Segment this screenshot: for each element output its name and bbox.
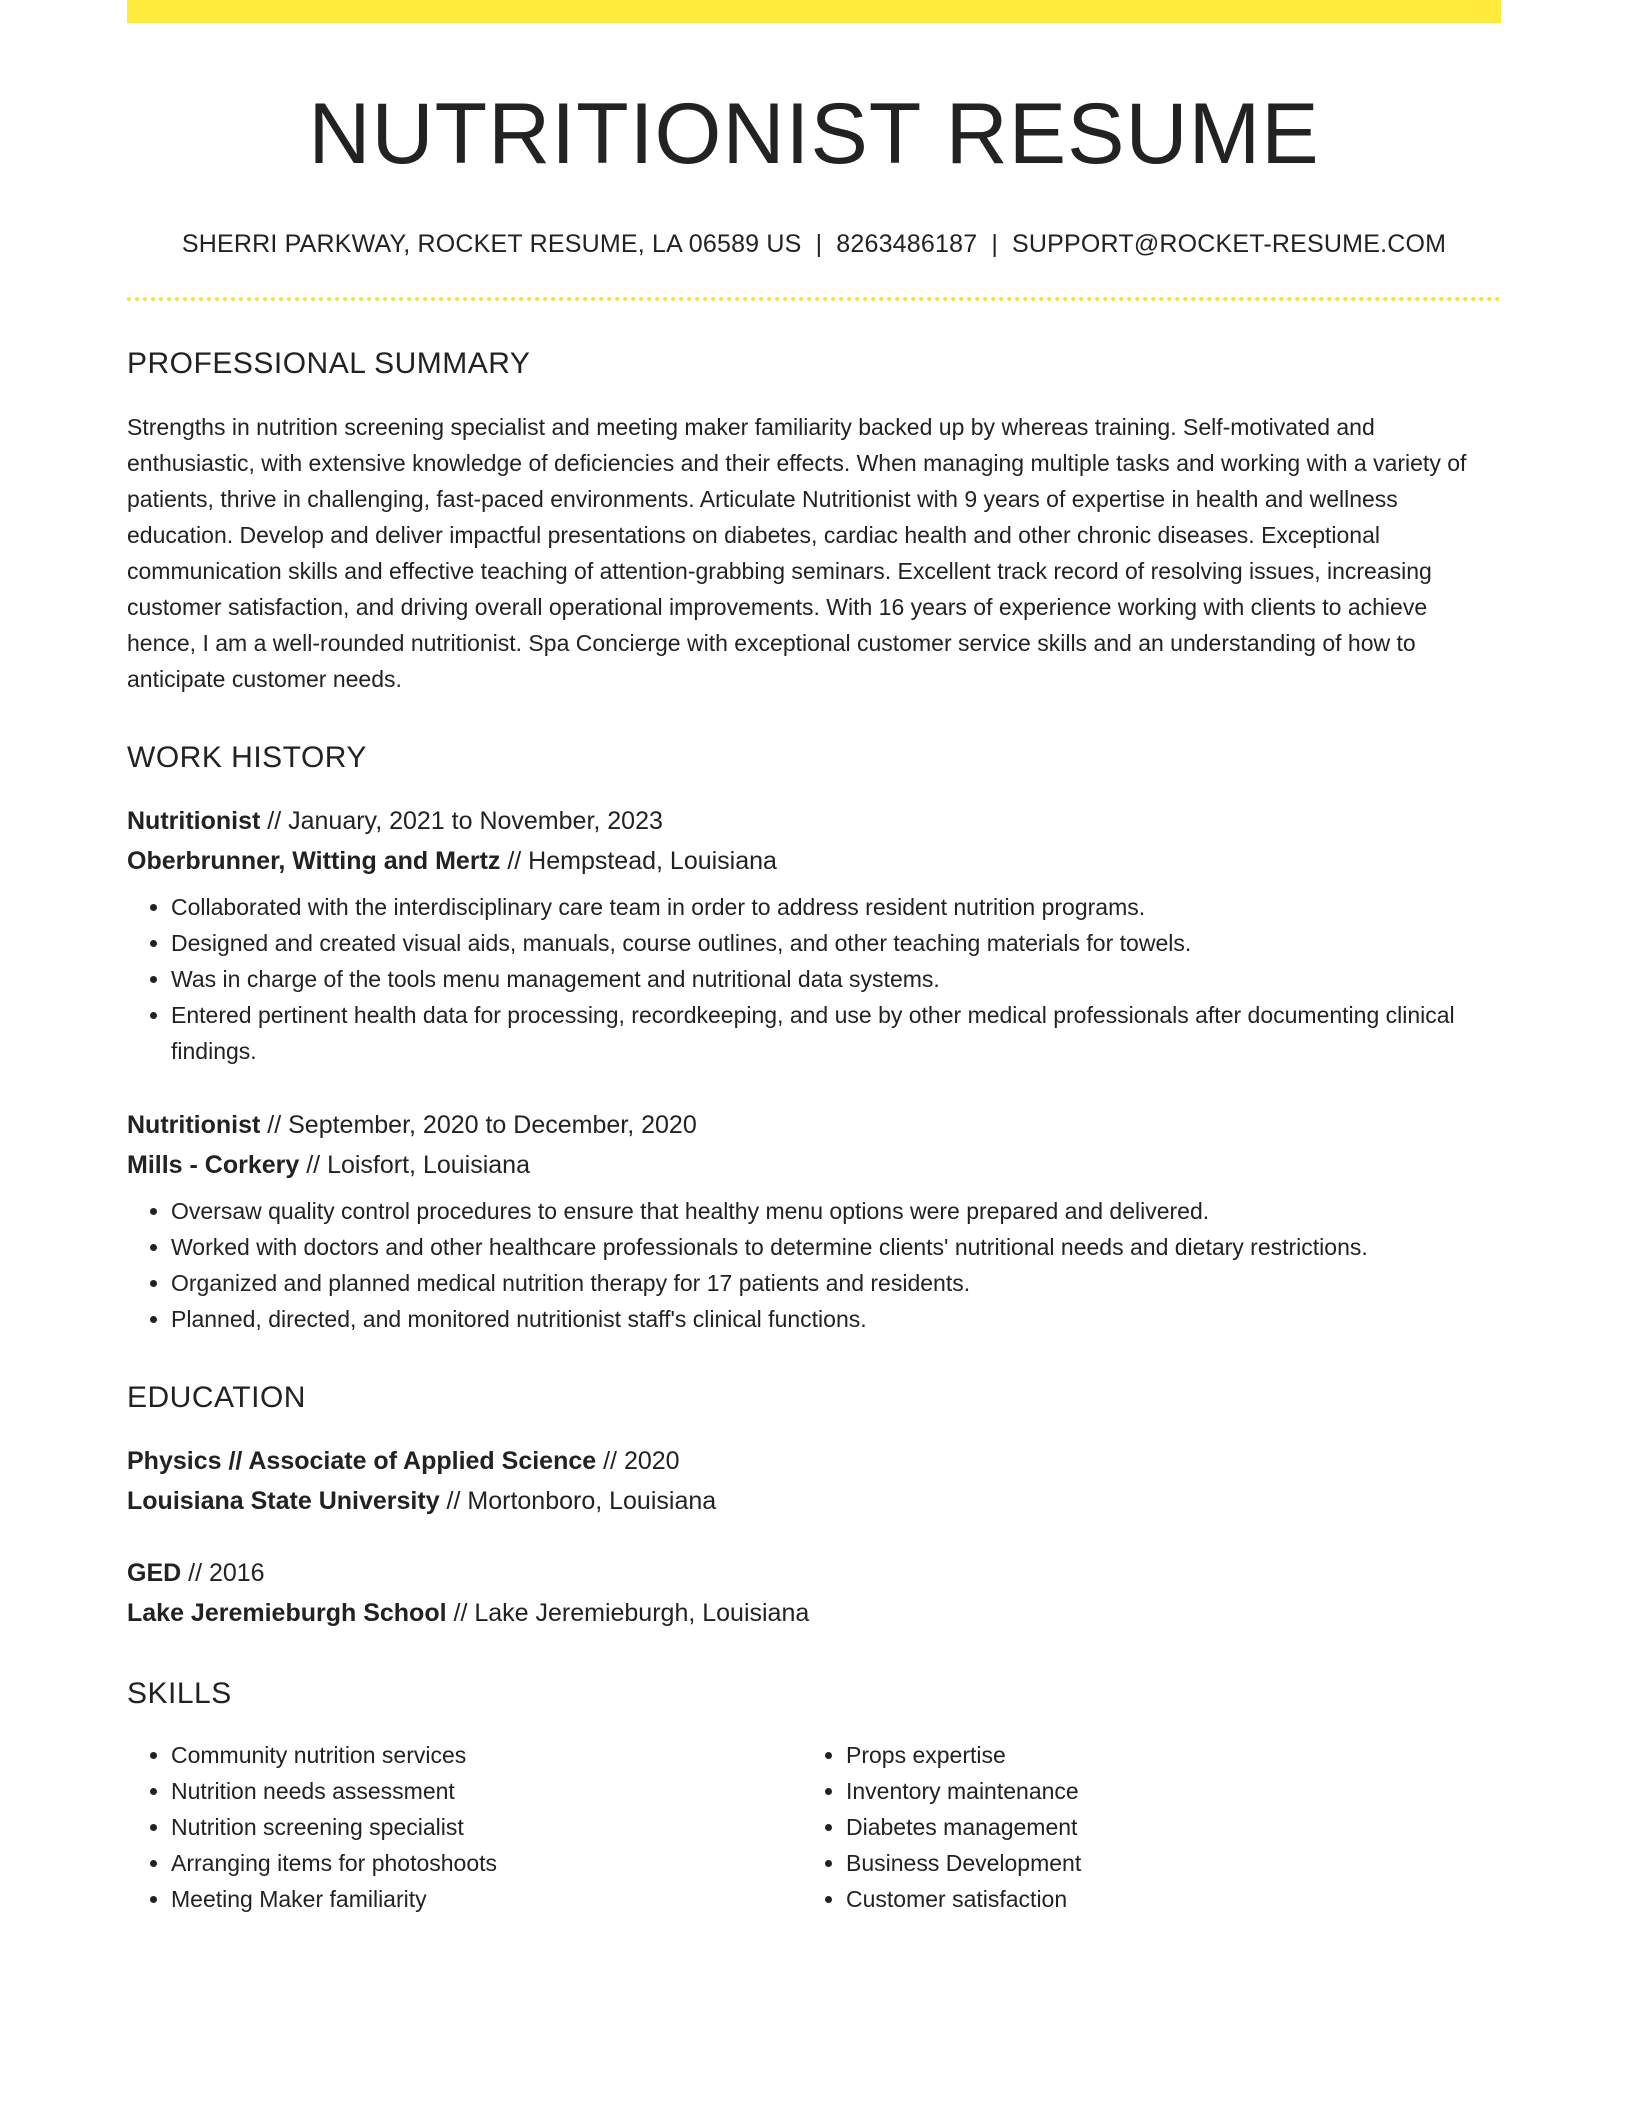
list-item: • Customer satisfaction	[846, 1881, 1477, 1917]
list-item: • Entered pertinent health data for processing, recordkeeping, and use by other medical professionals after documenting clinical findings.	[171, 997, 1501, 1069]
list-item: • Worked with doctors and other healthcare professionals to determine clients' nutritional needs and dietary restrictions.	[171, 1229, 1501, 1265]
contact-separator: |	[991, 230, 999, 259]
job-bullets	[127, 889, 1501, 1069]
skills-column-right	[802, 1737, 1477, 1917]
job-title-line	[127, 1105, 1501, 1145]
degree-line	[127, 1441, 1501, 1481]
list-item: • Planned, directed, and monitored nutritionist staff's clinical functions.	[171, 1301, 1501, 1337]
skills-grid	[127, 1737, 1501, 1917]
contact-line	[127, 230, 1501, 259]
degree: GED	[127, 1559, 182, 1588]
job-entry	[127, 801, 1501, 1069]
list-item: • Collaborated with the interdisciplinary care team in order to address resident nutrition programs.	[171, 889, 1501, 925]
job-company: Mills - Corkery	[127, 1151, 300, 1180]
school-location: // Mortonboro, Louisiana	[439, 1487, 717, 1516]
resume-title: NUTRITIONIST RESUME	[308, 86, 1320, 182]
list-item: • Props expertise	[846, 1737, 1477, 1773]
list-item: • Meeting Maker familiarity	[171, 1881, 802, 1917]
list-item: • Organized and planned medical nutrition therapy for 17 patients and residents.	[171, 1265, 1501, 1301]
list-item: • Designed and created visual aids, manuals, course outlines, and other teaching materials for towels.	[171, 925, 1501, 961]
job-company: Oberbrunner, Witting and Mertz	[127, 847, 501, 876]
job-dates: // September, 2020 to December, 2020	[260, 1111, 697, 1140]
contact-separator: |	[815, 230, 823, 259]
accent-top-bar	[127, 0, 1501, 23]
dotted-divider	[127, 297, 1501, 301]
contact-address: SHERRI PARKWAY, ROCKET RESUME, LA 06589 US	[181, 230, 802, 259]
list-item: • Nutrition needs assessment	[171, 1773, 802, 1809]
contact-phone: 8263486187	[836, 230, 978, 259]
school-location: // Lake Jeremieburgh, Louisiana	[446, 1599, 810, 1628]
degree-year: // 2020	[596, 1447, 680, 1476]
work-history-heading: WORK HISTORY	[127, 741, 367, 775]
degree-line	[127, 1553, 1501, 1593]
resume-page	[127, 0, 1501, 1917]
education-entry	[127, 1441, 1501, 1521]
job-entry	[127, 1105, 1501, 1337]
list-item: • Community nutrition services	[171, 1737, 802, 1773]
list-item: • Nutrition screening specialist	[171, 1809, 802, 1845]
skills-column-left	[127, 1737, 802, 1917]
job-title: Nutritionist	[127, 1111, 261, 1140]
contact-email: SUPPORT@ROCKET-RESUME.COM	[1012, 230, 1447, 259]
list-item: • Arranging items for photoshoots	[171, 1845, 802, 1881]
job-bullets	[127, 1193, 1501, 1337]
degree: Physics // Associate of Applied Science	[127, 1447, 597, 1476]
skills-heading: SKILLS	[127, 1677, 232, 1711]
education-heading: EDUCATION	[127, 1381, 306, 1415]
job-title: Nutritionist	[127, 807, 261, 836]
school: Lake Jeremieburgh School	[127, 1599, 447, 1628]
list-item: • Oversaw quality control procedures to ensure that healthy menu options were prepared and delivered.	[171, 1193, 1501, 1229]
job-location: // Hempstead, Louisiana	[500, 847, 777, 876]
summary-paragraph: Strengths in nutrition screening specialist and meeting maker familiarity backed up by whereas training. Self-motivated and enthusiastic, with extensive knowledge of deficiencies and their effects. When managing multiple tasks and working with a variety of patients, thrive in challenging, fast-paced environments. Articulate Nutritionist with 9 years of expertise in health and wellness education. Develop and deliver impactful presentations on diabetes, cardiac health and other chronic diseases. Exceptional communication skills and effective teaching of attention-grabbing seminars. Excellent track record of resolving issues, increasing customer satisfaction, and driving overall operational improvements. With 16 years of experience working with clients to achieve hence, I am a well-rounded nutritionist. Spa Concierge with exceptional customer service skills and an understanding of how to anticipate customer needs.	[127, 414, 1467, 693]
job-location: // Loisfort, Louisiana	[299, 1151, 530, 1180]
job-company-line	[127, 841, 1501, 881]
job-dates: // January, 2021 to November, 2023	[260, 807, 663, 836]
job-company-line	[127, 1145, 1501, 1185]
list-item: • Business Development	[846, 1845, 1477, 1881]
school-line	[127, 1593, 1501, 1633]
degree-year: // 2016	[181, 1559, 265, 1588]
summary-heading: PROFESSIONAL SUMMARY	[127, 347, 531, 381]
list-item: • Diabetes management	[846, 1809, 1477, 1845]
school-line	[127, 1481, 1501, 1521]
education-entry	[127, 1553, 1501, 1633]
job-title-line	[127, 801, 1501, 841]
school: Louisiana State University	[127, 1487, 440, 1516]
list-item: • Was in charge of the tools menu management and nutritional data systems.	[171, 961, 1501, 997]
list-item: • Inventory maintenance	[846, 1773, 1477, 1809]
